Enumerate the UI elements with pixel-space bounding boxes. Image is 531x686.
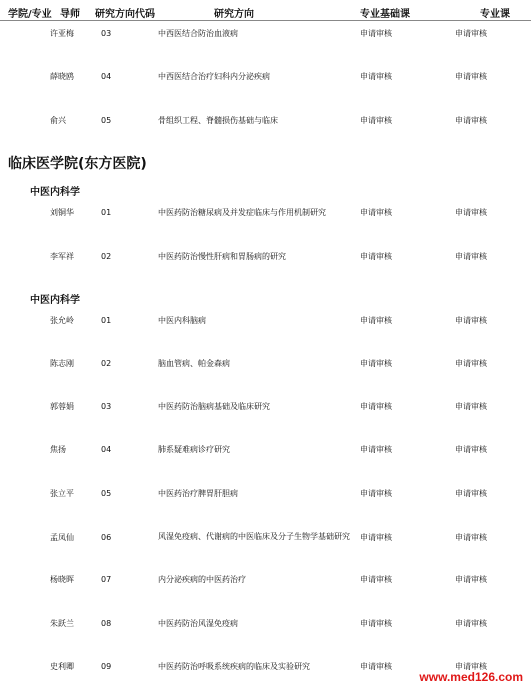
supervisor-name: 郭蓉娟: [50, 402, 74, 411]
direction-code: 09: [101, 662, 112, 671]
basic-course: 申请审核: [360, 359, 392, 368]
supervisor-name: 张允岭: [50, 316, 74, 325]
header-direction-code: 研究方向代码: [95, 9, 155, 20]
major-course: 申请审核: [455, 445, 487, 454]
section-title: 临床医学院(东方医院): [8, 156, 147, 172]
research-direction: 中西医结合防治血液病: [158, 29, 238, 38]
direction-code: 08: [101, 619, 112, 628]
supervisor-name: 焦扬: [50, 445, 66, 454]
major-course: 申请审核: [455, 619, 487, 628]
direction-code: 05: [101, 489, 112, 498]
research-direction: 中医药防治慢性肝病和胃肠病的研究: [158, 252, 286, 261]
direction-code: 03: [101, 402, 112, 411]
header-direction: 研究方向: [214, 9, 254, 20]
direction-code: 01: [101, 316, 112, 325]
major-course: 申请审核: [455, 316, 487, 325]
direction-code: 06: [101, 533, 112, 542]
major-course: 申请审核: [455, 29, 487, 38]
direction-code: 07: [101, 575, 112, 584]
direction-code: 01: [101, 208, 112, 217]
basic-course: 申请审核: [360, 316, 392, 325]
research-direction: 中西医结合治疗妇科内分泌疾病: [158, 72, 270, 81]
research-direction: 中医内科脑病: [158, 316, 206, 325]
supervisor-name: 史利卿: [50, 662, 74, 671]
research-direction: 中医药防治糖尿病及并发症临床与作用机制研究: [158, 208, 326, 217]
major-course: 申请审核: [455, 359, 487, 368]
research-direction: 内分泌疾病的中医药治疗: [158, 575, 246, 584]
supervisor-name: 陈志刚: [50, 359, 74, 368]
supervisor-name: 刘铜华: [50, 208, 74, 217]
table-header: [0, 0, 531, 21]
supervisor-name: 张立平: [50, 489, 74, 498]
header-supervisor: 导师: [60, 9, 80, 20]
major-course: 申请审核: [455, 116, 487, 125]
supervisor-name: 俞兴: [50, 116, 66, 125]
direction-code: 04: [101, 72, 112, 81]
basic-course: 申请审核: [360, 252, 392, 261]
basic-course: 申请审核: [360, 489, 392, 498]
major-course: 申请审核: [455, 662, 487, 671]
supervisor-name: 薛晓鸥: [50, 72, 74, 81]
group-title: 中医内科学: [30, 187, 80, 198]
header-basic-course: 专业基础课: [360, 9, 410, 20]
research-direction: 中医药防治呼吸系统疾病的临床及实验研究: [158, 662, 310, 671]
header-major-course: 专业课: [480, 9, 510, 20]
research-direction: 中医药防治脑病基础及临床研究: [158, 402, 270, 411]
direction-code: 02: [101, 252, 112, 261]
major-course: 申请审核: [455, 252, 487, 261]
direction-code: 05: [101, 116, 112, 125]
major-course: 申请审核: [455, 575, 487, 584]
major-course: 申请审核: [455, 533, 487, 542]
basic-course: 申请审核: [360, 619, 392, 628]
basic-course: 申请审核: [360, 72, 392, 81]
basic-course: 申请审核: [360, 402, 392, 411]
direction-code: 04: [101, 445, 112, 454]
major-course: 申请审核: [455, 402, 487, 411]
major-course: 申请审核: [455, 208, 487, 217]
supervisor-name: 孟凤仙: [50, 533, 74, 542]
supervisor-name: 李军祥: [50, 252, 74, 261]
major-course: 申请审核: [455, 72, 487, 81]
research-direction: 肺系疑难病诊疗研究: [158, 445, 230, 454]
research-direction: 中医药防治风湿免疫病: [158, 619, 238, 628]
header-school-major: 学院/专业: [8, 9, 52, 20]
group-title: 中医内科学: [30, 295, 80, 306]
research-direction: 脑血管病、帕金森病: [158, 359, 230, 368]
supervisor-name: 许亚梅: [50, 29, 74, 38]
direction-code: 02: [101, 359, 112, 368]
research-direction: 中医药治疗脾胃肝胆病: [158, 489, 238, 498]
basic-course: 申请审核: [360, 29, 392, 38]
basic-course: 申请审核: [360, 116, 392, 125]
basic-course: 申请审核: [360, 445, 392, 454]
research-direction: 骨组织工程、脊髓损伤基础与临床: [158, 116, 278, 125]
basic-course: 申请审核: [360, 208, 392, 217]
research-direction: 风湿免疫病、代谢病的中医临床及分子生物学基础研究: [158, 532, 350, 541]
direction-code: 03: [101, 29, 112, 38]
basic-course: 申请审核: [360, 575, 392, 584]
basic-course: 申请审核: [360, 662, 392, 671]
watermark: www.med126.com: [419, 670, 523, 684]
supervisor-name: 朱跃兰: [50, 619, 74, 628]
major-course: 申请审核: [455, 489, 487, 498]
basic-course: 申请审核: [360, 533, 392, 542]
supervisor-name: 杨晓晖: [50, 575, 74, 584]
